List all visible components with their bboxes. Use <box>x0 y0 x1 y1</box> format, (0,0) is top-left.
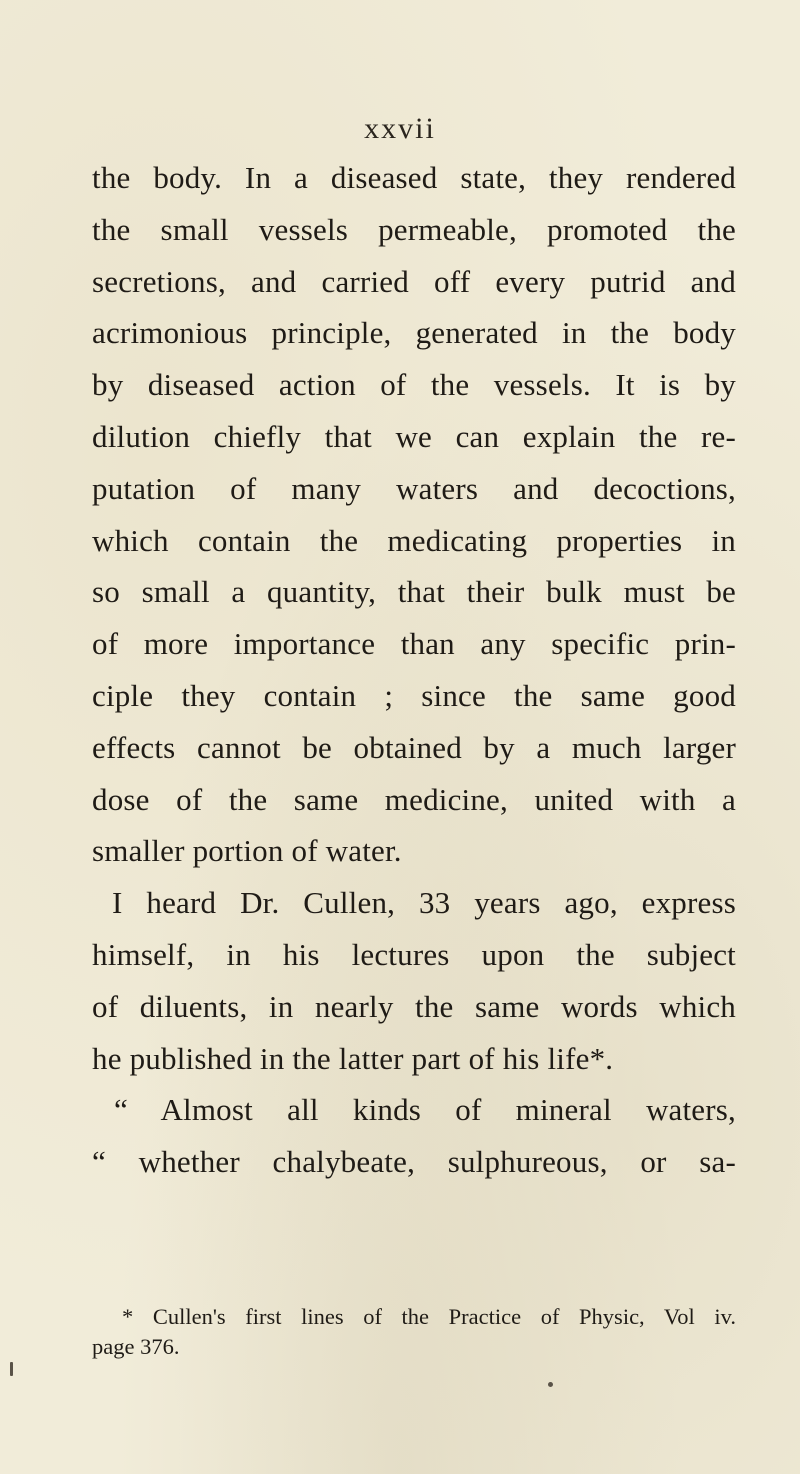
quote-line: “ Almost all kinds of mineral waters, <box>114 1092 736 1128</box>
text-line: secretions, and carried off every putrid and <box>92 263 736 299</box>
text-line: dilution chiefly that we can explain the re- <box>92 418 736 454</box>
text-line: himself, in his lectures upon the subject <box>92 936 736 972</box>
body-text <box>92 152 736 1188</box>
paragraph-end-line: smaller portion of water. <box>92 833 402 869</box>
text-line: of diluents, in nearly the same words which <box>92 988 736 1024</box>
quote-line: “ whether chalybeate, sulphureous, or sa- <box>92 1144 736 1180</box>
text-line: the small vessels permeable, promoted the <box>92 211 736 247</box>
text-line: acrimonious principle, generated in the body <box>92 315 736 351</box>
paragraph-end-line: he published in the latter part of his life*. <box>92 1040 614 1076</box>
footnote <box>92 1302 736 1362</box>
text-line: so small a quantity, that their bulk must be <box>92 574 736 610</box>
paper-speck <box>10 1362 13 1376</box>
text-line: of more importance than any specific prin- <box>92 626 736 662</box>
footnote-line: page 376. <box>92 1334 180 1359</box>
footnote-line: * Cullen's first lines of the Practice of Physic, Vol iv. <box>122 1304 736 1329</box>
text-line: dose of the same medicine, united with a <box>92 781 736 817</box>
text-line: ciple they contain ; since the same good <box>92 677 736 713</box>
text-line: effects cannot be obtained by a much larger <box>92 729 736 765</box>
page-number: xxvii <box>364 112 436 145</box>
paragraph-start-line: I heard Dr. Cullen, 33 years ago, express <box>112 885 736 921</box>
text-line: which contain the medicating properties in <box>92 522 736 558</box>
text-line: the body. In a diseased state, they rendered <box>92 160 736 195</box>
text-line: putation of many waters and decoctions, <box>92 470 736 506</box>
paper-speck <box>548 1382 553 1387</box>
text-line: by diseased action of the vessels. It is by <box>92 367 736 403</box>
